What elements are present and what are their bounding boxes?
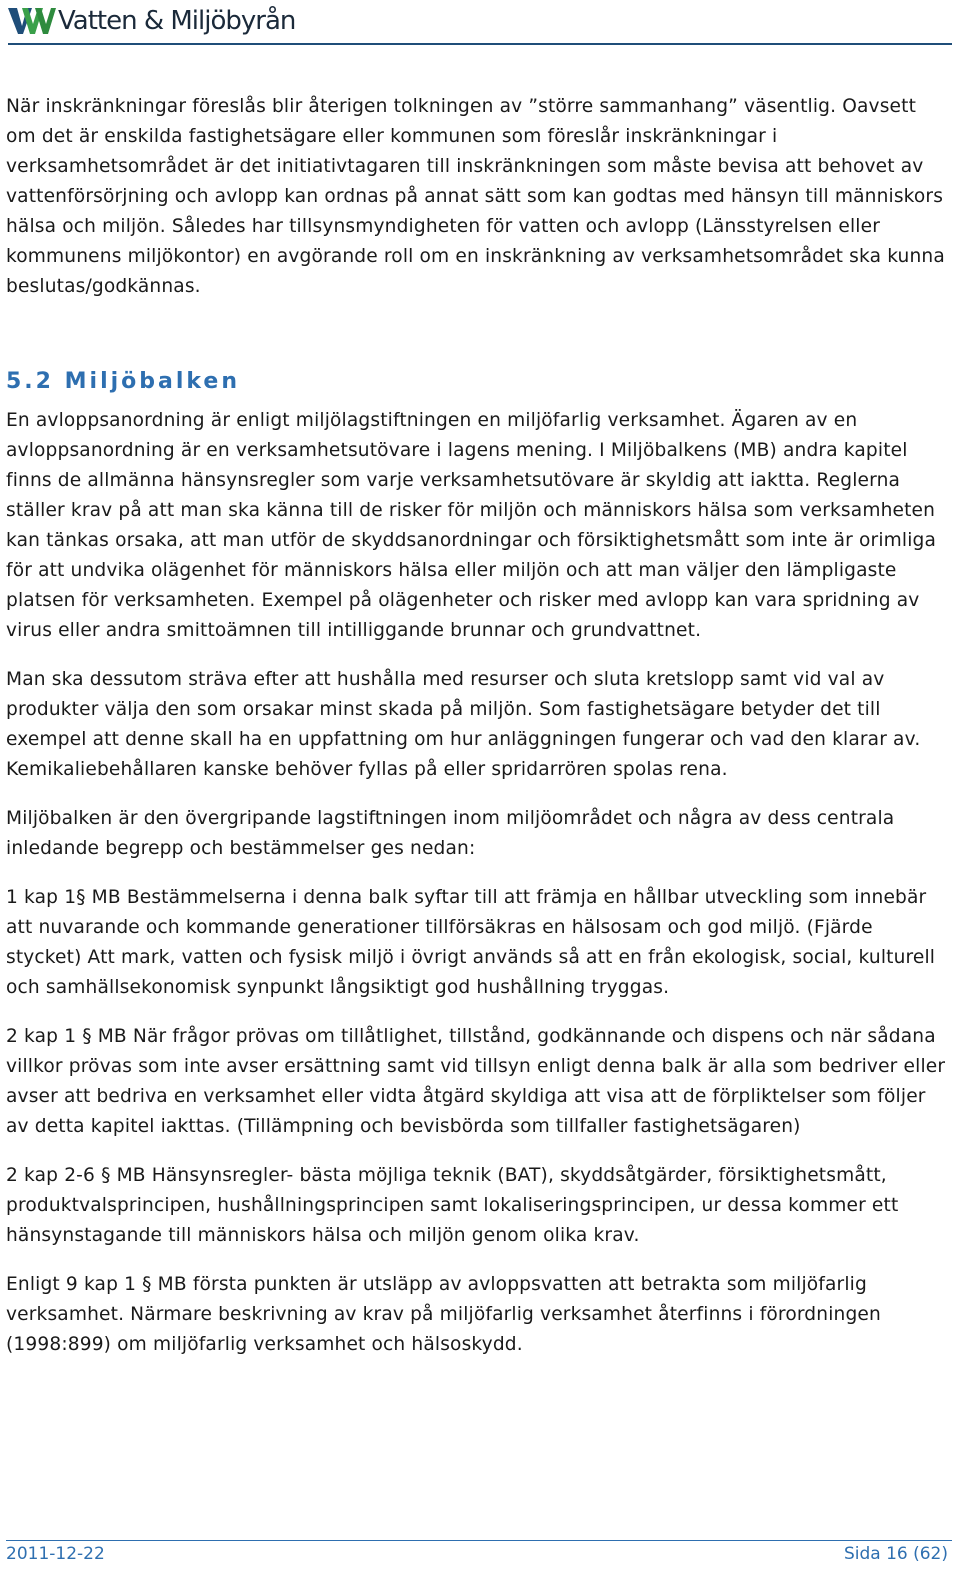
header-divider (8, 43, 952, 45)
paragraph-1kap1: 1 kap 1§ MB Bestämmelserna i denna balk syftar till att främja en hållbar utveckling som innebär att nuvarande och kommande generationer tillförsäkras en hälsosam och god miljö. (Fjärde stycket) Att mark, vatten och fysisk miljö i övrigt används så att en från ekologisk, social, kulturell och samhällsekonomisk synpunkt långsiktigt god hushållning tryggas. (6, 887, 936, 998)
paragraph-2kap1: 2 kap 1 § MB När frågor prövas om tillåtlighet, tillstånd, godkännande och dispens och när sådana villkor prövas som inte avser ersättning samt vid tillsyn enligt denna balk är alla som bedriver eller avser att bedriva en verksamhet eller vidta åtgärd skyldiga att visa att de förpliktelser som följer av detta kapitel iakttas. (Tillämpning och bevisbörda som tillfaller fastighetsägaren) (6, 1026, 946, 1137)
document-body (6, 92, 951, 1379)
paragraph-inskrankningar: När inskränkningar föreslås blir återigen tolkningen av ”större sammanhang” väsentlig. Oavsett om det är enskilda fastighetsägare eller kommunen som föreslår inskränkningar i verksamhetsområdet är det initiativtagaren till inskränkningen som måste bevisa att behovet av vattenförsörjning och avlopp kan ordnas på annat sätt som kan godtas med hänsyn till människors hälsa och miljön. Således har tillsynsmyndigheten för vatten och avlopp (Länsstyrelsen eller kommunens miljökontor) en avgörande roll om en inskränkning av verksamhetsområdet ska kunna beslutas/godkännas. (6, 96, 945, 297)
footer-page-number: Sida 16 (62) (843, 1544, 948, 1564)
paragraph-2kap2-6: 2 kap 2-6 § MB Hänsynsregler- bästa möjliga teknik (BAT), skyddsåtgärder, försiktighetsmått, produktvalsprincipen, hushållningsprincipen samt lokaliseringsprincipen, ur dessa kommer ett hänsynstagande till människors hälsa och miljön genom olika krav. (6, 1165, 899, 1246)
paragraph-hushalla: Man ska dessutom sträva efter att hushålla med resurser och sluta kretslopp samt vid val av produkter välja den som orsakar minst skada på miljön. Som fastighetsägare betyder det till exempel att denne skall ha en uppfattning om hur anläggningen fungerar och vad den klarar av. Kemikaliebehållaren kanske behöver fyllas på eller spridarrören spolas rena. (6, 669, 921, 780)
logo (8, 3, 295, 39)
footer-divider (6, 1540, 952, 1541)
paragraph-avloppsanordning: En avloppsanordning är enligt miljölagstiftningen en miljöfarlig verksamhet. Ägaren av en avloppsanordning är en verksamhetsutövare i lagens mening. I Miljöbalkens (MB) andra kapitel finns de allmänna hänsynsregler som varje verksamhetsutövare är skyldig att iaktta. Reglerna ställer krav på att man ska känna till de risker för miljön och människors hälsa som verksamheten kan tänkas orsaka, att man utför de skyddsanordningar och försiktighetsmått som inte är orimliga för att undvika olägenhet för människors hälsa eller miljön och att man väljer den lämpligaste platsen för verksamheten. Exempel på olägenheter och risker med avlopp kan vara spridning av virus eller andra smittoämnen till intilliggande brunnar och grundvattnet. (6, 410, 937, 641)
section-heading: 5.2 Miljöbalken (6, 369, 241, 394)
paragraph-9kap1: Enligt 9 kap 1 § MB första punkten är utsläpp av avloppsvatten att betrakta som miljöfarlig verksamhet. Närmare beskrivning av krav på miljöfarlig verksamhet återfinns i förordningen (1998:899) om miljöfarlig verksamhet och hälsoskydd. (6, 1274, 881, 1355)
page-footer (0, 1536, 960, 1580)
page-header (0, 0, 960, 46)
paragraph-miljobalken-intro: Miljöbalken är den övergripande lagstiftningen inom miljöområdet och några av dess centrala inledande begrepp och bestämmelser ges nedan: (6, 808, 895, 859)
logo-icon (8, 6, 56, 36)
footer-date: 2011-12-22 (6, 1544, 105, 1564)
logo-text: Vatten & Miljöbyrån (58, 6, 296, 36)
